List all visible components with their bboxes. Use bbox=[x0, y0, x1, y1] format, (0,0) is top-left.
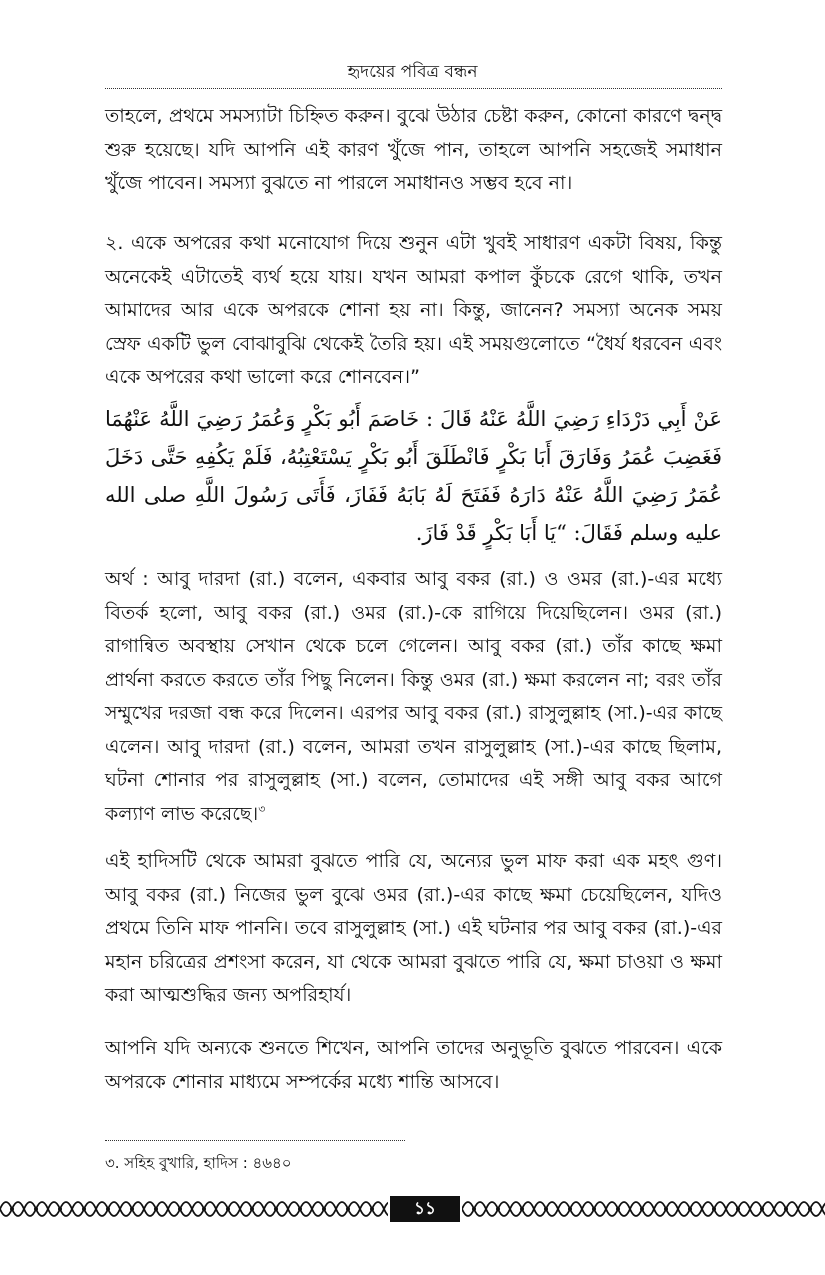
footnote: ৩. সহিহ বুখারি, হাদিস : ৪৬৪০ bbox=[105, 1154, 292, 1172]
footnote-reference: ৩ bbox=[258, 802, 266, 816]
paragraph-identify-problem: তাহলে, প্রথমে সমস্যাটা চিহ্নিত করুন। বুঝে উঠার চেষ্টা করুন, কোনো কারণে দ্বন্দ্ব শুরু হয়েছে। যদি আপনি এই কারণ খুঁজে পান, তাহলে আপনি সহজেই সমাধান খুঁজে পাবেন। সমস্যা বুঝতে না পারলে সমাধানও সম্ভব হবে না। bbox=[105, 105, 722, 194]
running-header-title: হৃদয়ের পবিত্র বন্ধন bbox=[347, 62, 478, 82]
paragraph-hadith-lesson: এই হাদিসটি থেকে আমরা বুঝতে পারি যে, অন্যের ভুল মাফ করা এক মহৎ গুণ। আবু বকর (রা.) নিজের ভুল বুঝে ওমর (রা.)-এর কাছে ক্ষমা চেয়েছিলেন, যদিও প্রথমে তিনি মাফ পাননি। তবে রাসুলুল্লাহ (সা.) এই ঘটনার পর আবু বকর (রা.)-এর মহান চরিত্রের প্রশংসা করেন, যা থেকে আমরা বুঝতে পারি যে, ক্ষমা চাওয়া ও ক্ষমা করা আত্মশুদ্ধির জন্য অপরিহার্য। bbox=[105, 850, 722, 1006]
footnote-divider bbox=[105, 1140, 405, 1141]
header-divider bbox=[105, 88, 722, 89]
paragraph-hadith-meaning bbox=[105, 563, 722, 831]
hadith-meaning-text: অর্থ : আবু দারদা (রা.) বলেন, একবার আবু বকর (রা.) ও ওমর (রা.)-এর মধ্যে বিতর্ক হলো, আবু বকর (রা.) ওমর (রা.)-কে রাগিয়ে দিয়েছিলেন। ওমর (রা.) রাগান্বিত অবস্থায় সেখান থেকে চলে গেলেন। আবু বকর (রা.) তাঁর কাছে ক্ষমা প্রার্থনা করতে করতে তাঁর পিছু নিলেন। কিন্তু ওমর (রা.) ক্ষমা করলেন না; বরং তাঁর সম্মুখের দরজা বন্ধ করে দিলেন। এরপর আবু বকর (রা.) রাসুলুল্লাহ (সা.)-এর কাছে এলেন। আবু দারদা (রা.) বলেন, আমরা তখন রাসুলুল্লাহ (সা.)-এর কাছে ছিলাম, ঘটনা শোনার পর রাসুলুল্লাহ (সা.) বলেন, তোমাদের এই সঙ্গী আবু বকর আগে কল্যাণ লাভ করেছে। bbox=[105, 568, 722, 825]
page-number: ১১ bbox=[390, 1196, 460, 1222]
paragraph-listen-to-each-other: ২. একে অপরের কথা মনোযোগ দিয়ে শুনুন এটা খুবই সাধারণ একটা বিষয়, কিন্তু অনেকেই এটাতেই ব্যর্থ হয়ে যায়। যখন আমরা কপাল কুঁচকে রেগে থাকি, তখন আমাদের আর একে অপরকে শোনা হয় না। কিন্তু, জানেন? সমস্যা অনেক সময় স্রেফ একটি ভুল বোঝাবুঝি থেকেই তৈরি হয়। এই সময়গুলোতে “ধৈর্য ধরবেন এবং একে অপরের কথা ভালো করে শোনবেন।” bbox=[105, 232, 722, 388]
paragraph-conclusion: আপনি যদি অন্যকে শুনতে শিখেন, আপনি তাদের অনুভূতি বুঝতে পারবেন। একে অপরকে শোনার মাধ্যমে সম্পর্কের মধ্যে শান্তি আসবে। bbox=[105, 1037, 722, 1093]
ornamental-border-icon bbox=[0, 1193, 388, 1225]
arabic-hadith-text: عَنْ أَبِي دَرْدَاءِ رَضِيَ اللَّهُ عَنْهُ قَالَ : خَاصَمَ أَبُو بَكْرٍ وَعُمَرُ رَضِيَ اللَّهُ عَنْهُمَا فَغَضِبَ عُمَرُ وَفَارَقَ أَبَا بَكْرٍ فَانْطَلَقَ أَبُو بَكْرٍ يَسْتَعْتِبُهُ، فَلَمْ يَكُفِهِ حَتَّى دَخَلَ عُمَرُ رَضِيَ اللَّهُ عَنْهُ دَارَهُ فَفَتَحَ لَهُ بَابَهُ فَفَازَ، فَأَتَى رَسُولَ اللَّهِ صلى الله عليه وسلم فَقَالَ: “يَا أَبَا بَكْرٍ قَدْ فَازَ. bbox=[105, 407, 722, 545]
ornamental-border-icon bbox=[462, 1193, 825, 1225]
